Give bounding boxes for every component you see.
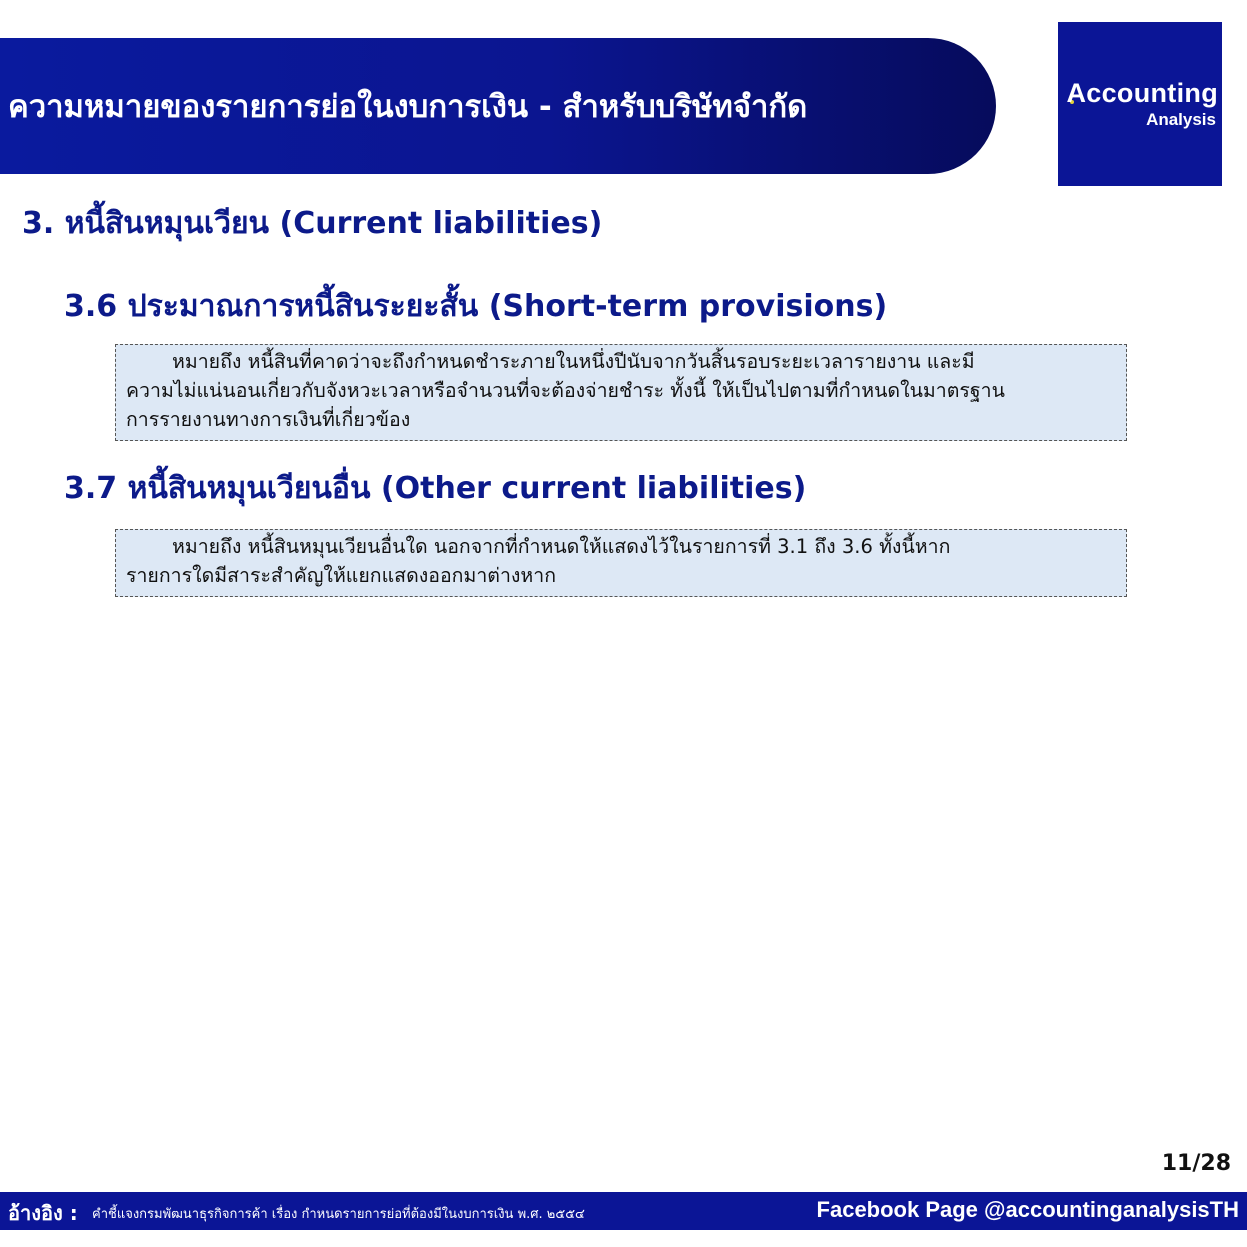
definition-line: รายการใดมีสาระสำคัญให้แยกแสดงออกมาต่างหาก — [126, 564, 557, 587]
page-title: ความหมายของรายการย่อในงบการเงิน - สำหรับบริษัทจำกัด — [8, 89, 808, 125]
item-3-7-heading: 3.7 หนี้สินหมุนเวียนอื่น (Other current liabilities) — [64, 471, 807, 506]
reference-text: คำชี้แจงกรมพัฒนาธุรกิจการค้า เรื่อง กำหนดรายการย่อที่ต้องมีในงบการเงิน พ.ศ. ๒๕๕๔ — [92, 1207, 585, 1222]
definition-line: หมายถึง หนี้สินหมุนเวียนอื่นใด นอกจากที่กำหนดให้แสดงไว้ในรายการที่ 3.1 ถึง 3.6 ทั้งนี้หาก — [172, 535, 951, 558]
reference-label: อ้างอิง : — [8, 1201, 78, 1225]
item-3-7-definition-box — [115, 529, 1127, 597]
item-3-6-definition-box — [115, 344, 1127, 441]
definition-line: หมายถึง หนี้สินที่คาดว่าจะถึงกำหนดชำระภายในหนึ่งปีนับจากวันสิ้นรอบระยะเวลารายงาน และมี — [172, 350, 975, 373]
header-banner — [0, 38, 996, 174]
item-3-6-heading: 3.6 ประมาณการหนี้สินระยะสั้น (Short-term provisions) — [64, 289, 888, 324]
definition-line: การรายงานทางการเงินที่เกี่ยวข้อง — [126, 408, 411, 431]
accounting-analysis-logo — [1058, 22, 1222, 186]
logo-sub-text: Analysis — [1146, 110, 1216, 129]
definition-line: ความไม่แน่นอนเกี่ยวกับจังหวะเวลาหรือจำนวนที่จะต้องจ่ายชำระ ทั้งนี้ ให้เป็นไปตามที่กำหนดในมาตรฐาน — [126, 379, 1005, 402]
page-number: 11/28 — [1161, 1151, 1231, 1176]
footer-bar — [0, 1192, 1247, 1230]
section-heading: 3. หนี้สินหมุนเวียน (Current liabilities) — [22, 206, 603, 241]
logo-main-text: Accounting — [1066, 78, 1218, 108]
facebook-page-link[interactable]: Facebook Page @accountinganalysisTH — [816, 1197, 1239, 1222]
